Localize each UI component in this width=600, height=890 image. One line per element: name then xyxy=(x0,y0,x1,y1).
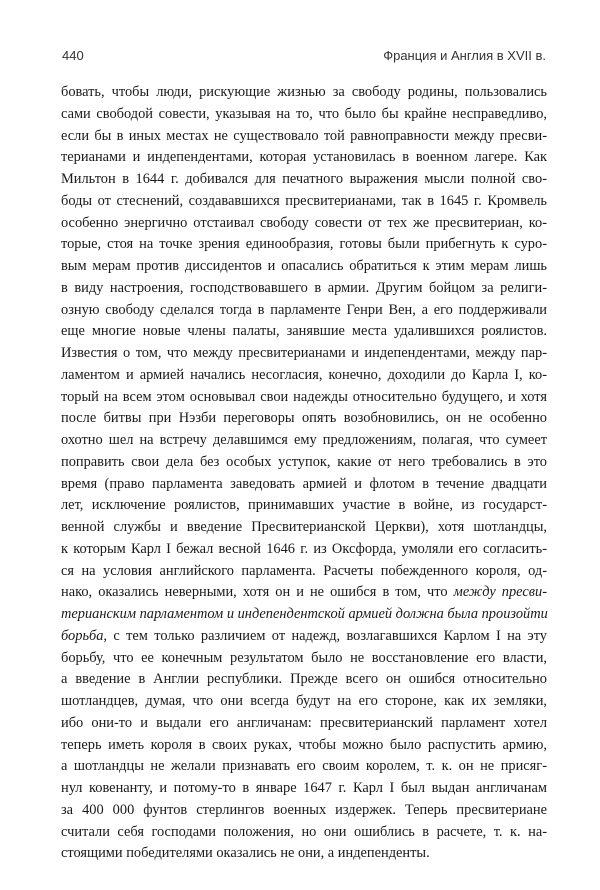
text-line: после битвы при Нэзби переговоры опять возобновились, он не особенно xyxy=(61,410,547,427)
text-line: ся на условия английского парламента. Расчеты побежденного короля, од- xyxy=(61,562,547,579)
italic-run: борьба xyxy=(61,627,104,644)
text-line: борьбу, что ее конечным результатом было не восстановление его власти, xyxy=(61,649,547,666)
text-line: за 400 000 фунтов стерлингов военных издержек. Теперь пресвитериане xyxy=(61,801,547,818)
text-line: поправить свои дела без особых уступок, какие от него требовались в это xyxy=(61,453,547,470)
text-line: сами свободой совести, указывая на то, что было бы крайне несправедливо, xyxy=(61,105,547,122)
text-line: стоящими победителями оказались не они, а индепенденты. xyxy=(61,845,430,862)
text-line: к которым Карл I бежал весной 1646 г. из Оксфорда, умоляли его согласить- xyxy=(61,540,547,557)
text-line: а введение в Англии республики. Прежде всего он ошибся относительно xyxy=(61,671,547,688)
text-line: время (право парламента заведовать армией и флотом в течение двадцати xyxy=(61,475,547,492)
text-line: считали себя господами положения, но они ошиблись в расчете, т. к. на- xyxy=(61,823,547,840)
text-line xyxy=(61,582,547,604)
text-line: охотно шел на встречу делавшимся ему предложениям, полагая, что сумеет xyxy=(61,432,547,448)
text-line: нул ковенанту, и потому-то в январе 1647 г. Карл I был выдан англичанам xyxy=(61,780,547,796)
text-line: если бы в иных местах не существовало той равноправности между пресви- xyxy=(61,127,547,144)
text-line: озную свободу сделался тогда в парламенте Генри Вен, а его поддерживали xyxy=(61,301,547,318)
text-line xyxy=(61,626,547,648)
text-line: вым мерам против диссидентов и опасались обратиться к этим мерам лишь xyxy=(61,258,547,274)
text-line: торые, стоя на точке зрения единообразия, готовы были прибегнуть к суро- xyxy=(61,236,547,253)
italic-text-line: терианским парламентом и индепендентской армией должна была произойти xyxy=(61,606,548,622)
italic-run: между пресви- xyxy=(453,584,547,601)
text-line: венной службы и введение Пресвитерианской Церкви), хотя шотландцы, xyxy=(61,519,547,535)
text-line: еще многие новые члены палаты, занявшие места удалившихся роялистов. xyxy=(61,323,547,340)
text-line: ламентом и армией начались несогласия, конечно, доходили до Карла I, ко- xyxy=(61,366,547,383)
text-line: теперь иметь короля в своих руках, чтобы можно было распустить армию, xyxy=(61,736,547,753)
running-head xyxy=(62,48,546,72)
text-line: боды от стеснений, создававшихся пресвитерианами, так в 1645 г. Кромвель xyxy=(61,192,547,209)
text-line: лет, исключение роялистов, принимавших участие в войне, из государст- xyxy=(61,497,547,514)
section-title: Франция и Англия в XVII в. xyxy=(383,48,546,63)
text-line: бовать, чтобы люди, рискующие жизнью за свободу родины, пользовались xyxy=(61,84,547,100)
text-line: ибо они-то и выдали его англичанам: пресвитерианский парламент хотел xyxy=(61,714,547,731)
text-line: особенно энергично отстаивал свободу совести от тех же пресвитериан, ко- xyxy=(61,214,547,231)
text-line: Известия о том, что между пресвитерианами и индепендентами, между пар- xyxy=(61,345,547,361)
text-run: нако, оказались неверными, хотя он и не ошибся в том, что xyxy=(61,584,454,601)
text-line: торый на всем этом основывал свои надежды относительно будущего, и хотя xyxy=(61,388,547,405)
page-number: 440 xyxy=(62,48,84,63)
text-line: шотландцев, думая, что они всегда будут на его стороне, как их земляки, xyxy=(61,693,547,709)
text-line: в виду настроения, господствовавшего в армии. Другим бойцом за религи- xyxy=(61,279,547,296)
text-line: Мильтон в 1644 г. добивался для печатного выражения мысли полной сво- xyxy=(61,171,547,187)
text-line: а шотландцы не желали признавать его своим королем, т. к. он не присяг- xyxy=(61,758,547,775)
text-run: , с тем только различием от надежд, возлагавшихся Карлом I на эту xyxy=(103,627,547,644)
body-paragraph xyxy=(61,82,547,865)
text-line: терианами и индепендентами, которая установилась в военном лагере. Как xyxy=(61,149,547,166)
